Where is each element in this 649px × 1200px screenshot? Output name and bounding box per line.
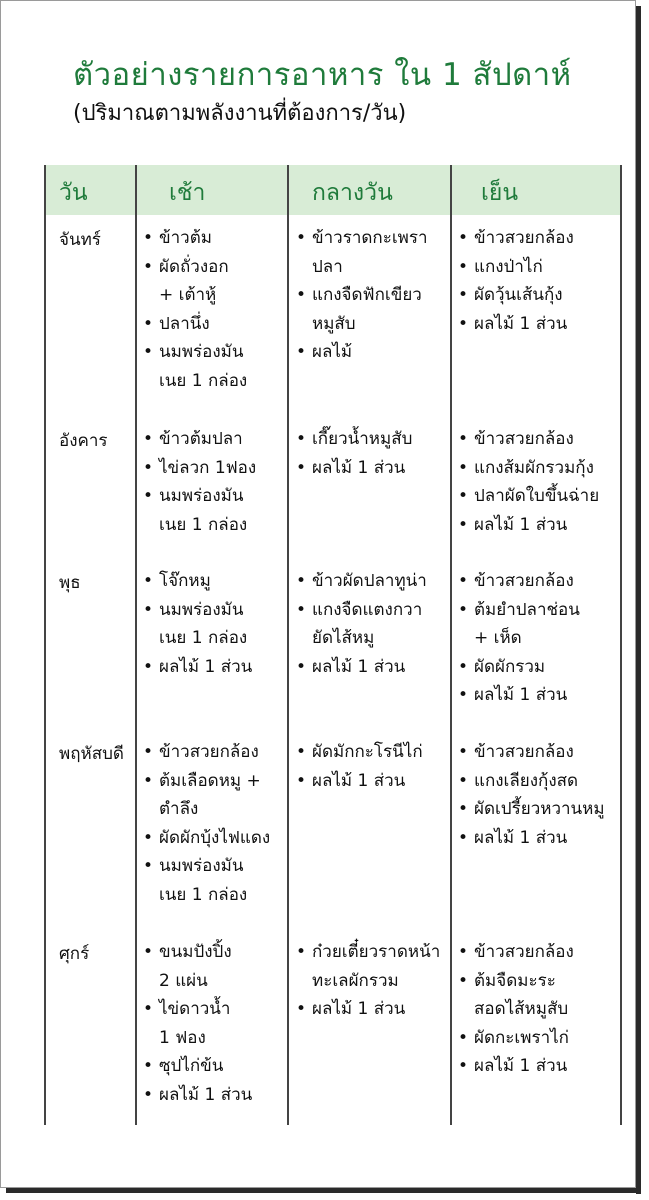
menu-item	[141, 425, 256, 454]
menu-item-text: • ผลไม้ 1 ส่วน	[474, 514, 568, 535]
menu-item-text: • นมพร่องมัน	[159, 599, 244, 620]
menu-item	[294, 224, 428, 281]
menu-item-text: • ข้าวสวยกล้อง	[474, 742, 574, 762]
menu-item-text: • นมพร่องมัน	[159, 856, 244, 876]
menu-item	[456, 511, 599, 540]
menu-item	[141, 852, 270, 909]
menu-item-text: • นมพร่องมัน	[159, 486, 244, 506]
menu-item	[141, 653, 252, 682]
weekly-menu-table	[44, 165, 622, 1125]
menu-item	[141, 1052, 252, 1081]
menu-item-text: • ก๋วยเตี๋ยวราดหน้า	[312, 942, 441, 962]
menu-item	[141, 253, 247, 310]
menu-item-text: • ผัดมักกะโรนีไก่	[312, 742, 423, 762]
menu-item-text: • ขนมปังปิ้ง	[159, 942, 232, 962]
table-rule	[44, 165, 46, 1125]
menu-item-text: • ปลานึ่ง	[159, 313, 210, 334]
menu-item	[456, 596, 580, 653]
menu-item	[294, 596, 427, 653]
menu-item	[294, 454, 412, 483]
table-rule	[135, 165, 137, 1125]
menu-item-continuation: เนย 1 กล่อง	[159, 514, 248, 535]
menu-item	[294, 995, 440, 1024]
menu-item-text: • ข้าวราดกะเพรา	[312, 228, 428, 248]
menu-cell-lunch	[294, 224, 428, 367]
menu-item-text: • ข้าวต้ม	[159, 228, 212, 248]
menu-item	[294, 425, 412, 454]
menu-cell-dinner	[456, 425, 599, 539]
menu-item-text: • ผัดถั่วงอก	[159, 256, 229, 277]
menu-item-text: • ผลไม้ 1 ส่วน	[474, 1056, 568, 1076]
menu-item	[456, 653, 580, 682]
menu-item-text: • ข้าวสวยกล้อง	[474, 228, 574, 248]
menu-item	[456, 425, 599, 454]
menu-cell-breakfast	[141, 224, 247, 395]
day-label: ศุกร์	[59, 944, 90, 964]
menu-item-text: • ข้าวสวยกล้อง	[474, 571, 574, 591]
table-rule	[620, 165, 622, 1125]
menu-item-continuation: สอดไส้หมูสับ	[474, 999, 569, 1019]
menu-item-continuation: 1 ฟอง	[159, 1027, 206, 1048]
menu-cell-lunch	[294, 567, 427, 681]
menu-item	[456, 1052, 574, 1081]
menu-item-text: • ผลไม้ 1 ส่วน	[159, 1084, 253, 1105]
menu-cell-breakfast	[141, 938, 252, 1109]
menu-cell-lunch	[294, 738, 423, 795]
menu-item-continuation: 2 แผ่น	[159, 970, 208, 991]
menu-item	[294, 567, 427, 596]
menu-item	[141, 1081, 252, 1110]
menu-item-continuation: ปลา	[312, 256, 343, 277]
menu-item-continuation: หมูสับ	[312, 313, 356, 334]
menu-item	[141, 995, 252, 1052]
menu-item-continuation: + เต้าหู้	[159, 285, 217, 305]
menu-item-text: • แกงจืดแตงกวา	[312, 599, 423, 620]
menu-item	[456, 795, 605, 824]
menu-cell-breakfast	[141, 567, 252, 681]
menu-item-text: • ข้าวสวยกล้อง	[474, 429, 574, 449]
menu-item-text: • ข้าวสวยกล้อง	[474, 942, 574, 962]
menu-item-continuation: ตำลึง	[159, 799, 199, 819]
menu-item	[456, 738, 605, 767]
menu-item	[141, 596, 252, 653]
day-label: พุธ	[59, 573, 81, 593]
menu-item-text: • ผลไม้ 1 ส่วน	[312, 457, 406, 478]
menu-item-text: • ผัดวุ้นเส้นกุ้ง	[474, 285, 563, 305]
menu-item-text: • ไข่ดาวน้ำ	[159, 999, 231, 1019]
menu-item-continuation: เนย 1 กล่อง	[159, 370, 248, 391]
menu-item	[141, 567, 252, 596]
menu-item-text: • ผลไม้ 1 ส่วน	[474, 685, 568, 705]
menu-item-text: • ข้าวผัดปลาทูน่า	[312, 571, 427, 591]
page-title: ตัวอย่างรายการอาหาร ใน 1 สัปดาห์	[73, 57, 572, 93]
menu-item-text: • ข้าวต้มปลา	[159, 429, 243, 449]
menu-item	[456, 767, 605, 796]
menu-item	[141, 767, 270, 824]
menu-item-text: • ผลไม้ 1 ส่วน	[312, 770, 406, 791]
menu-cell-lunch	[294, 938, 440, 1024]
menu-item-continuation: เนย 1 กล่อง	[159, 884, 248, 905]
menu-cell-lunch	[294, 425, 412, 482]
menu-cell-dinner	[456, 224, 574, 338]
day-label: อังคาร	[59, 431, 108, 451]
menu-item	[294, 653, 427, 682]
menu-item	[456, 253, 574, 282]
menu-item-text: • ผัดผักรวม	[474, 656, 546, 677]
menu-item-text: • ต้มเลือดหมู +	[159, 770, 261, 791]
menu-item-text: • ผลไม้ 1 ส่วน	[159, 656, 253, 677]
menu-item-text: • ผัดเปรี้ยวหวานหมู	[474, 799, 605, 819]
menu-item	[294, 338, 428, 367]
menu-item	[141, 824, 270, 853]
menu-item-text: • ผัดกะเพราไก่	[474, 1027, 569, 1048]
menu-item	[141, 338, 247, 395]
menu-item	[294, 281, 428, 338]
menu-item	[456, 482, 599, 511]
menu-item	[141, 738, 270, 767]
menu-item-continuation: ยัดไส้หมู	[312, 628, 375, 648]
menu-item-text: • ต้มยำปลาช่อน	[474, 599, 580, 620]
menu-item	[141, 310, 247, 339]
menu-item	[456, 310, 574, 339]
table-rule	[450, 165, 452, 1125]
menu-item	[456, 454, 599, 483]
menu-item	[141, 224, 247, 253]
menu-item	[456, 224, 574, 253]
menu-item-text: • ข้าวสวยกล้อง	[159, 742, 259, 762]
menu-item-text: • ปลาผัดใบขึ้นฉ่าย	[474, 486, 600, 506]
day-label: จันทร์	[59, 230, 101, 250]
menu-item	[456, 938, 574, 967]
menu-item	[456, 567, 580, 596]
menu-item	[456, 681, 580, 710]
menu-item-continuation: ทะเลผักรวม	[312, 970, 399, 991]
menu-item-text: • แกงป่าไก่	[474, 256, 543, 277]
menu-item	[294, 738, 423, 767]
page-subtitle: (ปริมาณตามพลังงานที่ต้องการ/วัน)	[73, 101, 407, 126]
menu-item-continuation: เนย 1 กล่อง	[159, 628, 248, 648]
menu-cell-breakfast	[141, 738, 270, 909]
header-dinner: เย็น	[481, 180, 519, 206]
menu-item	[456, 824, 605, 853]
header-lunch: กลางวัน	[312, 180, 393, 206]
menu-item	[141, 938, 252, 995]
menu-item	[294, 938, 440, 995]
menu-item-text: • ผลไม้ 1 ส่วน	[312, 656, 406, 677]
menu-item-text: • ซุปไก่ข้น	[159, 1056, 224, 1076]
header-breakfast: เช้า	[169, 180, 206, 206]
menu-item	[294, 767, 423, 796]
menu-item-continuation: + เห็ด	[474, 628, 522, 648]
menu-cell-dinner	[456, 738, 605, 852]
menu-item-text: • แกงส้มผักรวมกุ้ง	[474, 457, 594, 478]
menu-item-text: • นมพร่องมัน	[159, 342, 244, 362]
menu-item-text: • ผลไม้	[312, 342, 353, 362]
menu-item-text: • ผลไม้ 1 ส่วน	[474, 827, 568, 848]
table-rule	[287, 165, 289, 1125]
menu-item-text: • เกี๊ยวน้ำหมูสับ	[312, 429, 413, 449]
menu-cell-breakfast	[141, 425, 256, 539]
menu-item-text: • ผลไม้ 1 ส่วน	[474, 313, 568, 334]
menu-item-text: • ไข่ลวก 1ฟอง	[159, 457, 257, 478]
menu-item-text: • แกงจืดฟักเขียว	[312, 285, 422, 305]
menu-item-text: • ผัดผักบุ้งไฟแดง	[159, 827, 271, 848]
menu-item-text: • ผลไม้ 1 ส่วน	[312, 999, 406, 1019]
header-day: วัน	[59, 180, 88, 206]
menu-item	[456, 281, 574, 310]
menu-item	[456, 1024, 574, 1053]
day-label: พฤหัสบดี	[59, 744, 124, 764]
menu-item	[141, 454, 256, 483]
menu-item-text: • แกงเลียงกุ้งสด	[474, 770, 579, 791]
menu-item-text: • ต้มจืดมะระ	[474, 970, 556, 991]
menu-cell-dinner	[456, 938, 574, 1081]
menu-item	[141, 482, 256, 539]
menu-item-text: • โจ๊กหมู	[159, 571, 211, 591]
menu-cell-dinner	[456, 567, 580, 710]
menu-item	[456, 967, 574, 1024]
